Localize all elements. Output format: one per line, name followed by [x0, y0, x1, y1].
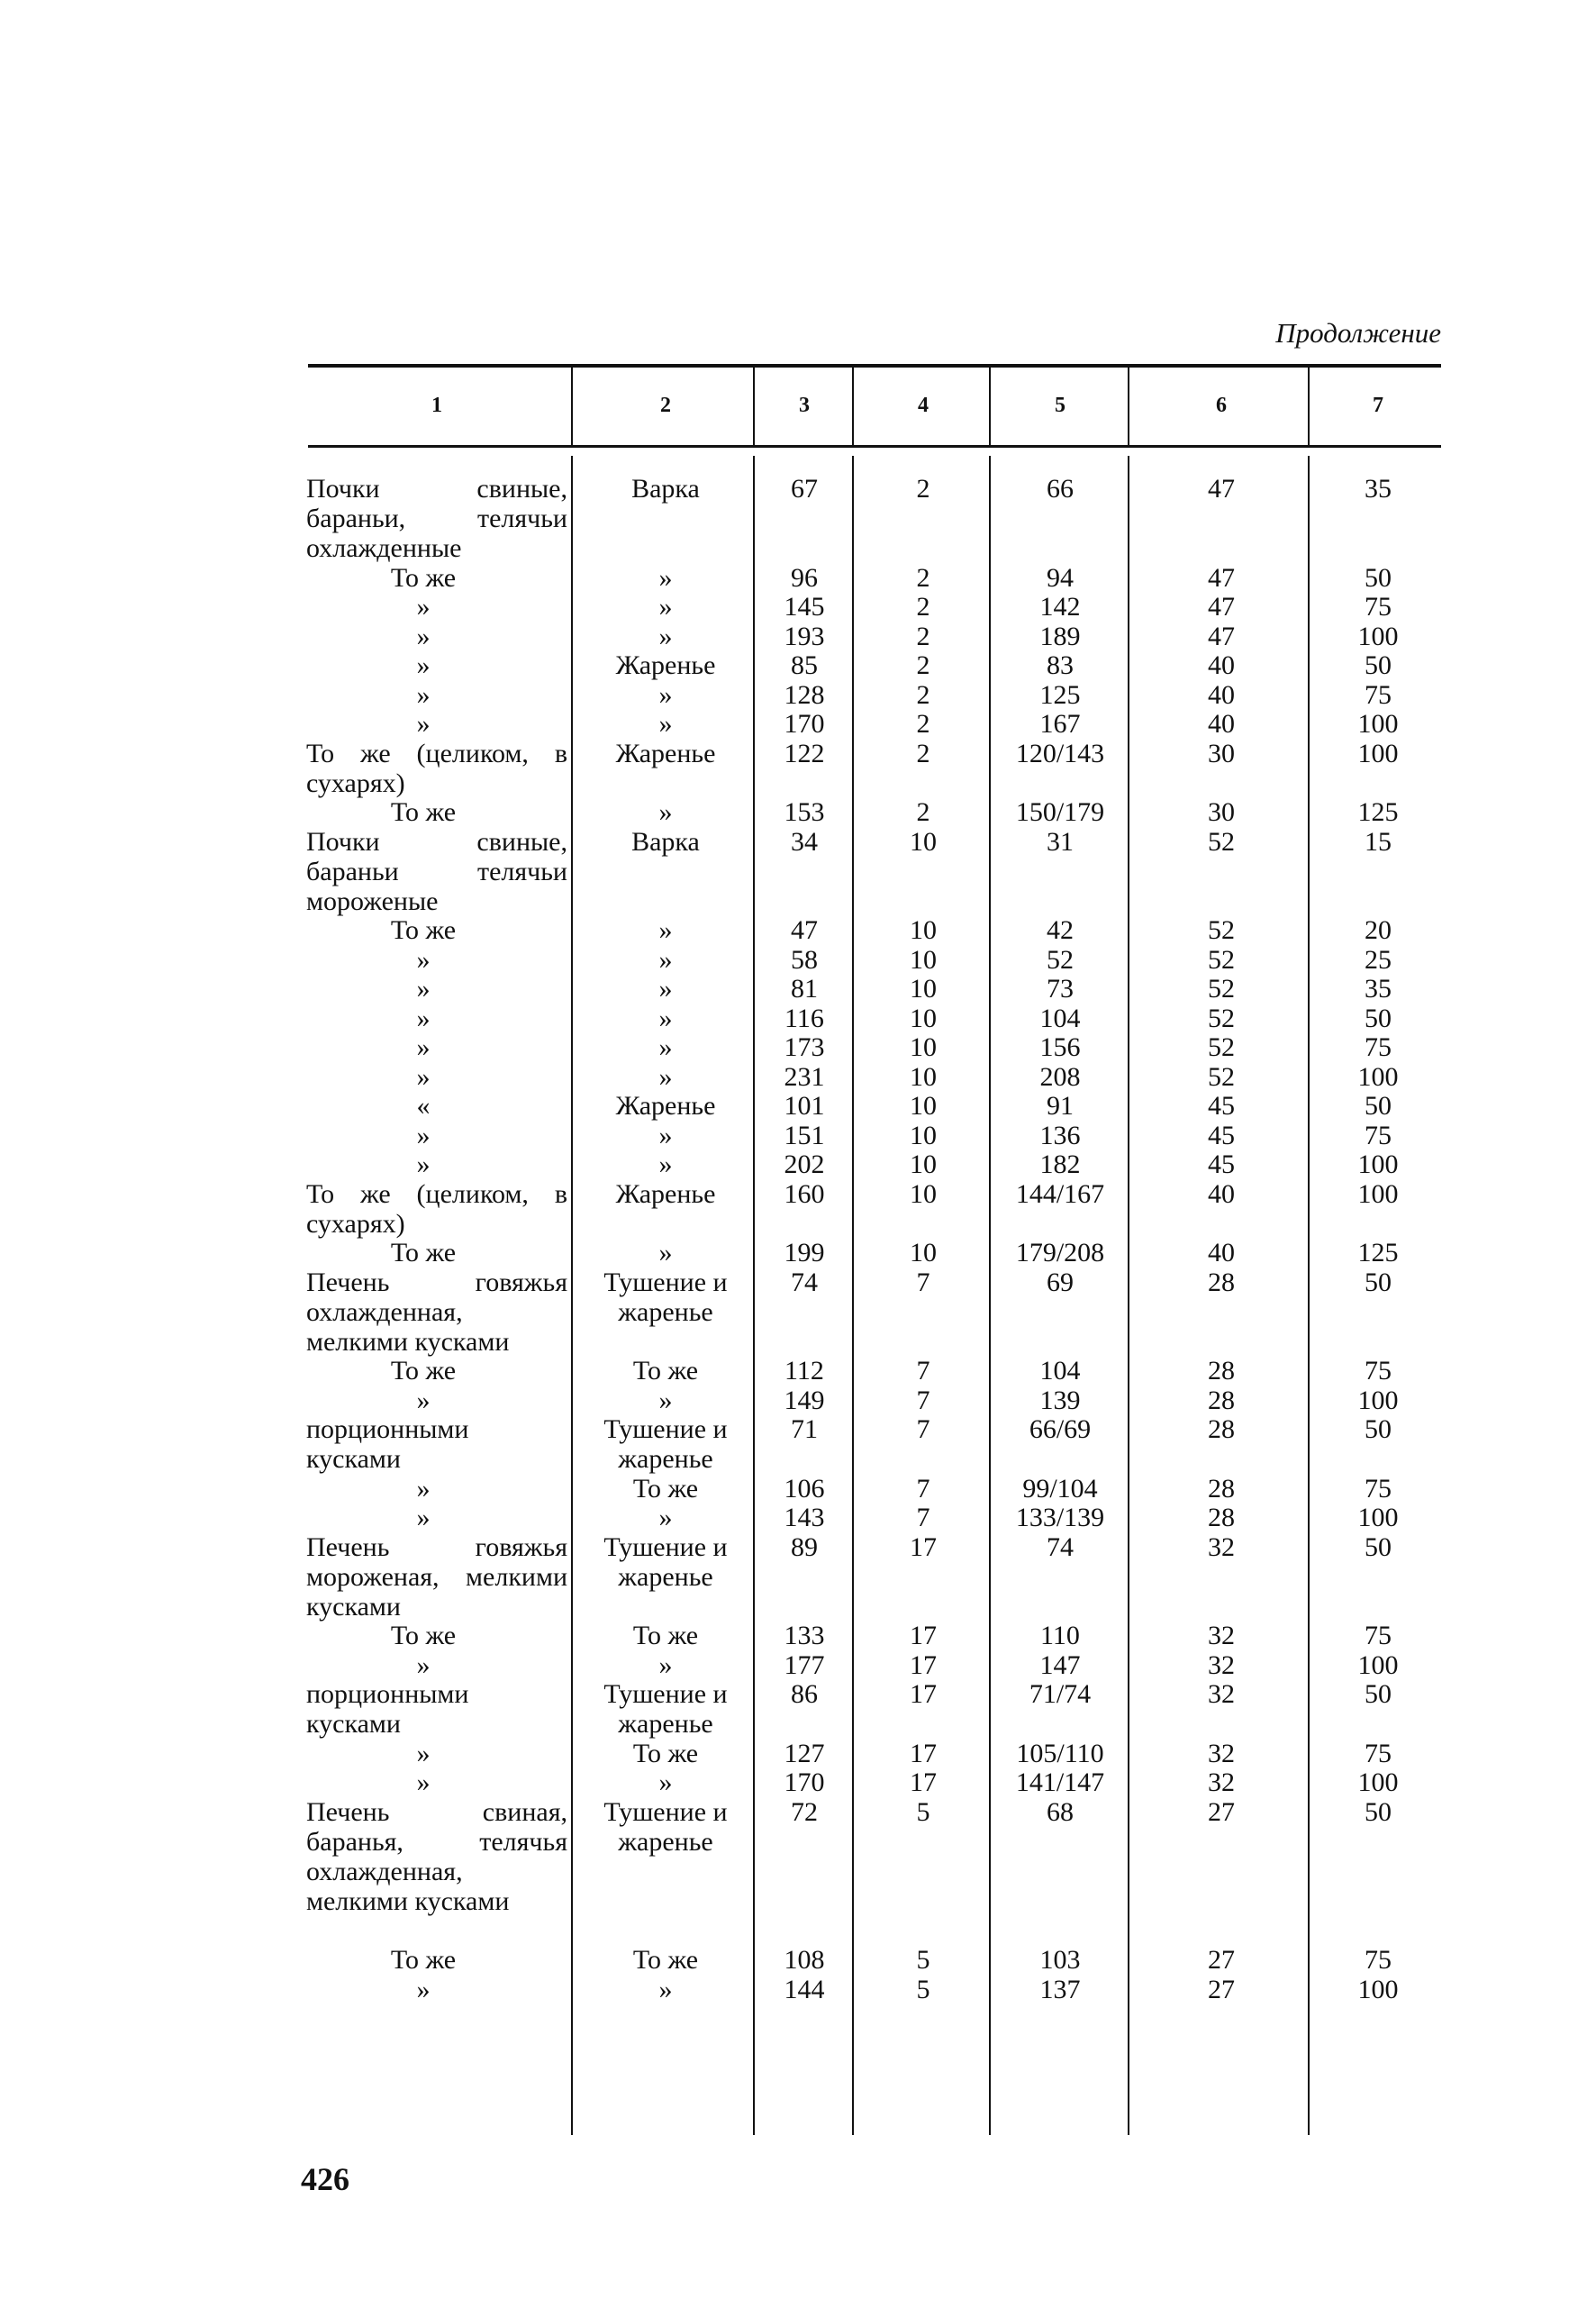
- cell-col7: 50: [1365, 1003, 1392, 1033]
- cell-col5: 104: [1039, 1003, 1081, 1033]
- cell-processing: Тушение и жаренье: [603, 1679, 728, 1739]
- cell-processing: »: [658, 679, 673, 710]
- header-col-4: 4: [918, 394, 929, 417]
- cell-col5: 144/167: [1015, 1178, 1105, 1209]
- cell-col3: 202: [784, 1149, 825, 1179]
- cell-col7: 15: [1365, 826, 1392, 857]
- cell-col3: 127: [784, 1738, 825, 1768]
- cell-col7: 100: [1357, 1649, 1399, 1680]
- cell-col5: 103: [1039, 1945, 1081, 1975]
- cell-product: То же (целиком, в сухарях): [306, 1178, 567, 1239]
- cell-col4: 10: [910, 1091, 937, 1121]
- header-col-7: 7: [1373, 394, 1383, 417]
- cell-col7: 100: [1357, 738, 1399, 768]
- cell-col4: 7: [916, 1473, 930, 1504]
- cell-col5: 150/179: [1015, 797, 1105, 827]
- cell-col5: 139: [1039, 1385, 1081, 1415]
- cell-product: »: [416, 709, 431, 739]
- cell-col3: 47: [791, 915, 818, 945]
- cell-col6: 28: [1208, 1503, 1235, 1532]
- cell-col4: 7: [916, 1503, 930, 1532]
- cell-col7: 20: [1365, 915, 1392, 945]
- cell-col7: 35: [1365, 474, 1392, 504]
- table-header-rule: [308, 445, 1441, 448]
- cell-col4: 10: [910, 1003, 937, 1033]
- cell-processing: »: [658, 1032, 673, 1062]
- cell-col6: 45: [1208, 1120, 1235, 1150]
- cell-col3: 86: [791, 1679, 818, 1709]
- cell-col7: 75: [1365, 1120, 1392, 1150]
- cell-col5: 66: [1047, 474, 1074, 504]
- cell-processing: »: [658, 1974, 673, 2004]
- cell-col3: 81: [791, 974, 818, 1004]
- cell-product: То же: [390, 1238, 457, 1268]
- cell-col7: 75: [1365, 1738, 1392, 1768]
- cell-col4: 10: [910, 1149, 937, 1179]
- cell-col3: 149: [784, 1385, 825, 1415]
- cell-col4: 2: [916, 562, 930, 593]
- cell-col6: 40: [1208, 1178, 1235, 1209]
- cell-col6: 40: [1208, 650, 1235, 680]
- cell-col5: 66/69: [1029, 1414, 1092, 1444]
- cell-col4: 17: [910, 1738, 937, 1768]
- cell-col7: 75: [1365, 1945, 1392, 1975]
- column-divider: [1128, 456, 1129, 2135]
- cell-col5: 99/104: [1022, 1473, 1098, 1504]
- continuation-label: Продолжение: [1275, 317, 1441, 349]
- cell-col4: 17: [910, 1679, 937, 1709]
- cell-col3: 170: [784, 709, 825, 739]
- cell-processing: То же: [632, 1738, 699, 1768]
- cell-col5: 42: [1047, 915, 1074, 945]
- cell-col4: 7: [916, 1385, 930, 1415]
- cell-col3: 193: [784, 621, 825, 651]
- cell-col5: 94: [1047, 562, 1074, 593]
- cell-product: »: [416, 1061, 431, 1092]
- cell-product: »: [416, 1473, 431, 1504]
- cell-processing: Тушение и жаренье: [603, 1267, 728, 1327]
- cell-col3: 116: [784, 1003, 824, 1033]
- cell-col3: 160: [784, 1178, 825, 1209]
- cell-col7: 50: [1365, 1796, 1392, 1827]
- cell-product: »: [416, 974, 431, 1004]
- cell-processing: »: [658, 915, 673, 945]
- header-col-1: 1: [431, 394, 442, 417]
- cell-col7: 50: [1365, 650, 1392, 680]
- cell-col7: 100: [1357, 1503, 1399, 1532]
- cell-col6: 52: [1208, 826, 1235, 857]
- cell-col7: 75: [1365, 679, 1392, 710]
- cell-product: »: [416, 1120, 431, 1150]
- cell-col7: 75: [1365, 1621, 1392, 1650]
- cell-col6: 32: [1208, 1679, 1235, 1709]
- cell-col7: 100: [1357, 709, 1399, 739]
- cell-col6: 28: [1208, 1473, 1235, 1504]
- cell-col6: 47: [1208, 621, 1235, 651]
- cell-col5: 104: [1039, 1356, 1081, 1386]
- cell-col3: 133: [784, 1621, 825, 1650]
- cell-col4: 2: [916, 709, 930, 739]
- column-divider: [852, 456, 854, 2135]
- cell-col6: 52: [1208, 974, 1235, 1004]
- cell-product: То же: [390, 915, 457, 945]
- cell-col4: 17: [910, 1531, 937, 1562]
- cell-processing: »: [658, 592, 673, 622]
- cell-product: »: [416, 1974, 431, 2004]
- cell-col7: 25: [1365, 944, 1392, 975]
- cell-col6: 47: [1208, 562, 1235, 593]
- cell-col7: 75: [1365, 1032, 1392, 1062]
- cell-col5: 83: [1047, 650, 1074, 680]
- cell-processing: »: [658, 974, 673, 1004]
- cell-product: То же (целиком, в сухарях): [306, 738, 567, 798]
- cell-col5: 167: [1039, 709, 1081, 739]
- cell-col5: 31: [1047, 826, 1074, 857]
- header-col-6: 6: [1216, 394, 1227, 417]
- cell-col5: 189: [1039, 621, 1081, 651]
- cell-col4: 10: [910, 1120, 937, 1150]
- cell-col3: 128: [784, 679, 825, 710]
- page-number: 426: [301, 2161, 349, 2197]
- cell-product: »: [416, 1503, 431, 1532]
- cell-col4: 2: [916, 738, 930, 768]
- cell-col4: 10: [910, 1061, 937, 1092]
- cell-col4: 10: [910, 944, 937, 975]
- cell-processing: Варка: [631, 826, 700, 857]
- cell-processing: »: [658, 562, 673, 593]
- cell-col7: 125: [1357, 1238, 1399, 1268]
- cell-col3: 177: [784, 1649, 825, 1680]
- cell-col4: 17: [910, 1649, 937, 1680]
- cell-product: То же: [390, 1621, 457, 1650]
- cell-col7: 50: [1365, 1414, 1392, 1444]
- cell-col4: 2: [916, 650, 930, 680]
- cell-product: »: [416, 1767, 431, 1797]
- cell-col4: 7: [916, 1356, 930, 1386]
- cell-product: »: [416, 621, 431, 651]
- cell-col6: 47: [1208, 592, 1235, 622]
- cell-col3: 231: [784, 1061, 825, 1092]
- cell-col6: 47: [1208, 474, 1235, 504]
- table-top-rule: [308, 364, 1441, 368]
- cell-col4: 2: [916, 592, 930, 622]
- cell-col7: 35: [1365, 974, 1392, 1004]
- cell-col6: 27: [1208, 1796, 1235, 1827]
- cell-col4: 2: [916, 797, 930, 827]
- cell-col7: 100: [1357, 1767, 1399, 1797]
- cell-col6: 27: [1208, 1974, 1235, 2004]
- cell-processing: То же: [632, 1356, 699, 1386]
- cell-col6: 28: [1208, 1385, 1235, 1415]
- cell-col3: 67: [791, 474, 818, 504]
- cell-col4: 17: [910, 1621, 937, 1650]
- cell-col7: 50: [1365, 1267, 1392, 1297]
- cell-processing: »: [658, 1061, 673, 1092]
- cell-processing: »: [658, 1003, 673, 1033]
- cell-product: »: [416, 944, 431, 975]
- cell-col4: 10: [910, 915, 937, 945]
- cell-product: То же: [390, 562, 457, 593]
- cell-col6: 52: [1208, 1061, 1235, 1092]
- cell-product: »: [416, 679, 431, 710]
- cell-processing: Жаренье: [615, 1091, 716, 1121]
- cell-col7: 100: [1357, 1974, 1399, 2004]
- cell-processing: »: [658, 1120, 673, 1150]
- cell-col6: 32: [1208, 1738, 1235, 1768]
- column-divider: [571, 368, 573, 445]
- cell-col3: 153: [784, 797, 825, 827]
- cell-col6: 28: [1208, 1356, 1235, 1386]
- cell-col6: 52: [1208, 915, 1235, 945]
- cell-col5: 105/110: [1016, 1738, 1104, 1768]
- cell-col4: 10: [910, 1032, 937, 1062]
- cell-col4: 5: [916, 1945, 930, 1975]
- cell-col7: 75: [1365, 1356, 1392, 1386]
- cell-product: порционными кусками: [306, 1679, 469, 1739]
- column-divider: [571, 456, 573, 2135]
- cell-col3: 122: [784, 738, 825, 768]
- cell-col5: 52: [1047, 944, 1074, 975]
- cell-product: Печень свиная, баранья, телячья охлажденная, мелкими кусками: [306, 1796, 567, 1916]
- cell-col5: 71/74: [1029, 1679, 1092, 1709]
- cell-col4: 17: [910, 1767, 937, 1797]
- cell-col3: 101: [784, 1091, 825, 1121]
- cell-col6: 28: [1208, 1267, 1235, 1297]
- cell-col7: 125: [1357, 797, 1399, 827]
- cell-col6: 32: [1208, 1621, 1235, 1650]
- header-col-5: 5: [1055, 394, 1066, 417]
- cell-col6: 52: [1208, 1032, 1235, 1062]
- cell-product: »: [416, 1738, 431, 1768]
- cell-processing: »: [658, 944, 673, 975]
- cell-processing: Жаренье: [615, 1178, 716, 1209]
- cell-col4: 5: [916, 1974, 930, 2004]
- cell-col5: 110: [1040, 1621, 1080, 1650]
- cell-col6: 32: [1208, 1531, 1235, 1562]
- cell-col6: 45: [1208, 1091, 1235, 1121]
- cell-col7: 75: [1365, 1473, 1392, 1504]
- cell-col5: 68: [1047, 1796, 1074, 1827]
- cell-col4: 5: [916, 1796, 930, 1827]
- cell-product: »: [416, 1003, 431, 1033]
- cell-product: То же: [390, 797, 457, 827]
- cell-product: »: [416, 1649, 431, 1680]
- cell-product: Печень говяжья мороженая, мелкими кусками: [306, 1531, 567, 1622]
- cell-col6: 30: [1208, 738, 1235, 768]
- cell-col6: 30: [1208, 797, 1235, 827]
- cell-product: »: [416, 592, 431, 622]
- cell-col6: 52: [1208, 944, 1235, 975]
- cell-col3: 170: [784, 1767, 825, 1797]
- cell-col4: 7: [916, 1267, 930, 1297]
- cell-processing: То же: [632, 1473, 699, 1504]
- cell-col3: 34: [791, 826, 818, 857]
- cell-product: »: [416, 1032, 431, 1062]
- cell-product: То же: [390, 1945, 457, 1975]
- cell-processing: »: [658, 797, 673, 827]
- cell-processing: Варка: [631, 474, 700, 504]
- cell-processing: »: [658, 1649, 673, 1680]
- cell-processing: »: [658, 1503, 673, 1532]
- cell-col7: 100: [1357, 621, 1399, 651]
- cell-col6: 52: [1208, 1003, 1235, 1033]
- cell-col5: 147: [1039, 1649, 1081, 1680]
- cell-col3: 89: [791, 1531, 818, 1562]
- cell-processing: »: [658, 709, 673, 739]
- cell-processing: »: [658, 1238, 673, 1268]
- cell-col5: 74: [1047, 1531, 1074, 1562]
- cell-processing: Тушение и жаренье: [603, 1531, 728, 1592]
- cell-col7: 50: [1365, 1531, 1392, 1562]
- cell-processing: Жаренье: [615, 650, 716, 680]
- cell-col6: 32: [1208, 1649, 1235, 1680]
- cell-processing: »: [658, 1767, 673, 1797]
- cell-col6: 32: [1208, 1767, 1235, 1797]
- cell-col6: 40: [1208, 679, 1235, 710]
- cell-col4: 7: [916, 1414, 930, 1444]
- cell-col3: 199: [784, 1238, 825, 1268]
- cell-col5: 137: [1039, 1974, 1081, 2004]
- cell-col4: 10: [910, 826, 937, 857]
- cell-col3: 58: [791, 944, 818, 975]
- cell-processing: »: [658, 1385, 673, 1415]
- cell-col5: 142: [1039, 592, 1081, 622]
- cell-product: »: [416, 650, 431, 680]
- cell-col6: 28: [1208, 1414, 1235, 1444]
- cell-product: Почки свиные, бараньи телячьи мороженые: [306, 826, 567, 916]
- cell-col5: 69: [1047, 1267, 1074, 1297]
- cell-col4: 2: [916, 621, 930, 651]
- cell-col3: 72: [791, 1796, 818, 1827]
- cell-processing: Жаренье: [615, 738, 716, 768]
- cell-processing: »: [658, 1149, 673, 1179]
- cell-col3: 173: [784, 1032, 825, 1062]
- cell-col5: 91: [1047, 1091, 1074, 1121]
- cell-col3: 112: [784, 1356, 824, 1386]
- cell-col6: 40: [1208, 709, 1235, 739]
- cell-col4: 10: [910, 974, 937, 1004]
- cell-col7: 100: [1357, 1061, 1399, 1092]
- cell-col3: 144: [784, 1974, 825, 2004]
- cell-col5: 141/147: [1015, 1767, 1105, 1797]
- cell-processing: Тушение и жаренье: [603, 1414, 728, 1474]
- cell-col3: 143: [784, 1503, 825, 1532]
- cell-product: Печень говяжья охлажденная, мелкими кусками: [306, 1267, 567, 1357]
- cell-col5: 179/208: [1015, 1238, 1105, 1268]
- cell-col7: 100: [1357, 1178, 1399, 1209]
- cell-col5: 208: [1039, 1061, 1081, 1092]
- cell-col7: 50: [1365, 562, 1392, 593]
- cell-col4: 2: [916, 474, 930, 504]
- cell-col7: 50: [1365, 1091, 1392, 1121]
- cell-col6: 40: [1208, 1238, 1235, 1268]
- cell-col7: 50: [1365, 1679, 1392, 1709]
- header-col-3: 3: [799, 394, 810, 417]
- cell-product: »: [416, 1385, 431, 1415]
- cell-col3: 106: [784, 1473, 825, 1504]
- cell-col6: 27: [1208, 1945, 1235, 1975]
- cell-col3: 108: [784, 1945, 825, 1975]
- cell-col3: 96: [791, 562, 818, 593]
- cell-col3: 85: [791, 650, 818, 680]
- cell-col5: 120/143: [1015, 738, 1105, 768]
- cell-col5: 133/139: [1015, 1503, 1105, 1532]
- header-col-2: 2: [660, 394, 671, 417]
- cell-col3: 71: [791, 1414, 818, 1444]
- cell-processing: »: [658, 621, 673, 651]
- cell-col3: 145: [784, 592, 825, 622]
- cell-product: «: [416, 1091, 431, 1121]
- column-divider: [852, 368, 854, 445]
- cell-col5: 136: [1039, 1120, 1081, 1150]
- cell-col7: 75: [1365, 592, 1392, 622]
- cell-col5: 182: [1039, 1149, 1081, 1179]
- cell-product: Почки свиные, бараньи, телячьи охлажденные: [306, 474, 567, 563]
- cell-col5: 125: [1039, 679, 1081, 710]
- cell-col3: 74: [791, 1267, 818, 1297]
- cell-col7: 100: [1357, 1385, 1399, 1415]
- cell-col5: 156: [1039, 1032, 1081, 1062]
- cell-col4: 10: [910, 1238, 937, 1268]
- cell-col5: 73: [1047, 974, 1074, 1004]
- cell-processing: То же: [632, 1621, 699, 1650]
- cell-col7: 100: [1357, 1149, 1399, 1179]
- column-divider: [1128, 368, 1129, 445]
- cell-processing: То же: [632, 1945, 699, 1975]
- cell-product: порционными кусками: [306, 1414, 469, 1474]
- cell-col6: 45: [1208, 1149, 1235, 1179]
- cell-product: »: [416, 1149, 431, 1179]
- cell-col4: 2: [916, 679, 930, 710]
- cell-product: То же: [390, 1356, 457, 1386]
- cell-processing: Тушение и жаренье: [603, 1796, 728, 1857]
- cell-col3: 151: [784, 1120, 825, 1150]
- cell-col4: 10: [910, 1178, 937, 1209]
